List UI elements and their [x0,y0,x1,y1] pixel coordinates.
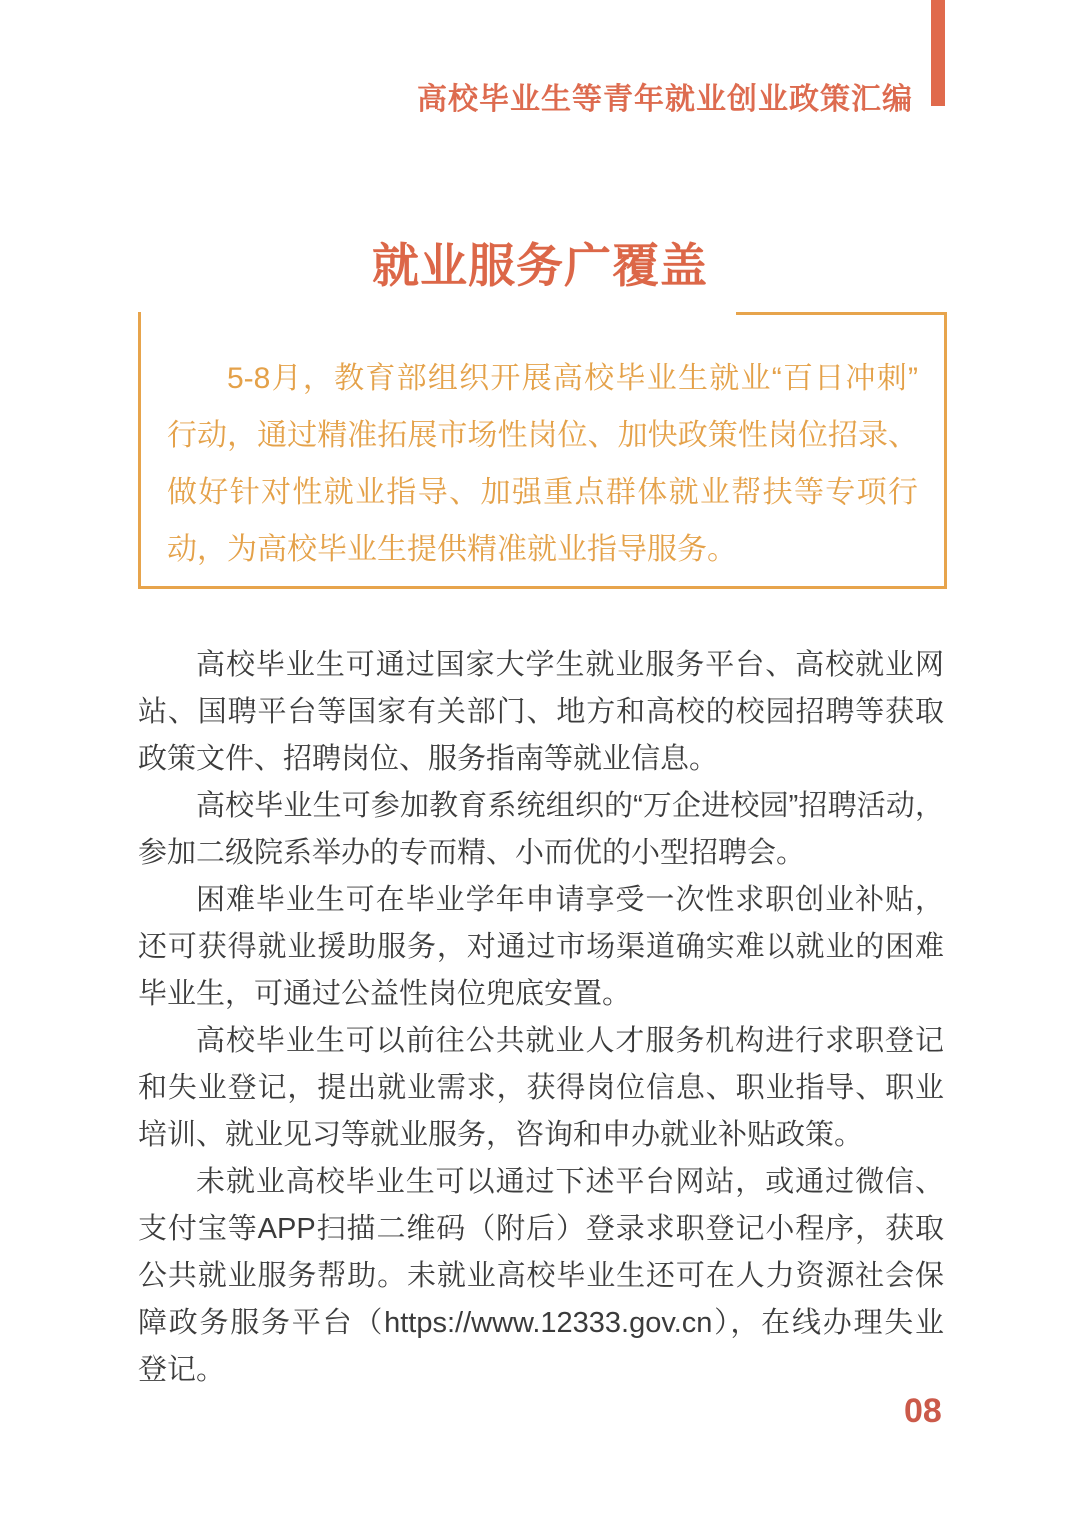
paragraph: 高校毕业生可参加教育系统组织的“万企进校园”招聘活动，参加二级院系举办的专而精、小而优的小型招聘会。 [138,790,944,869]
header-accent-bar [931,0,945,106]
page-number: 08 [904,1392,942,1430]
paragraph: 未就业高校毕业生可以通过下述平台网站，或通过微信、支付宝等APP扫描二维码（附后）登录求职登记小程序，获取公共就业服务帮助。未就业高校毕业生还可在人力资源社会保障政务服务平台（https://www.12333.gov.cn），在线办理失业登记。 [138,1166,944,1386]
header-running-title: 高校毕业生等青年就业创业政策汇编 [417,83,913,116]
paragraph: 高校毕业生可以前往公共就业人才服务机构进行求职登记和失业登记，提出就业需求，获得岗位信息、职业指导、职业培训、就业见习等就业服务，咨询和申办就业补贴政策。 [138,1025,944,1151]
callout-text: 5-8月，教育部组织开展高校毕业生就业“百日冲刺”行动，通过精准拓展市场性岗位、加快政策性岗位招录、做好针对性就业指导、加强重点群体就业帮扶等专项行动，为高校毕业生提供精准就业指导服务。 [167,362,918,566]
paragraph: 困难毕业生可在毕业学年申请享受一次性求职创业补贴，还可获得就业援助服务，对通过市场渠道确实难以就业的困难毕业生，可通过公益性岗位兜底安置。 [138,884,944,1010]
callout-box [138,312,947,589]
page-title: 就业服务广覆盖 [372,239,708,293]
body-text [138,642,944,1394]
callout-top-right-rule [736,312,947,315]
paragraph: 高校毕业生可通过国家大学生就业服务平台、高校就业网站、国聘平台等国家有关部门、地方和高校的校园招聘等获取政策文件、招聘岗位、服务指南等就业信息。 [138,649,944,775]
